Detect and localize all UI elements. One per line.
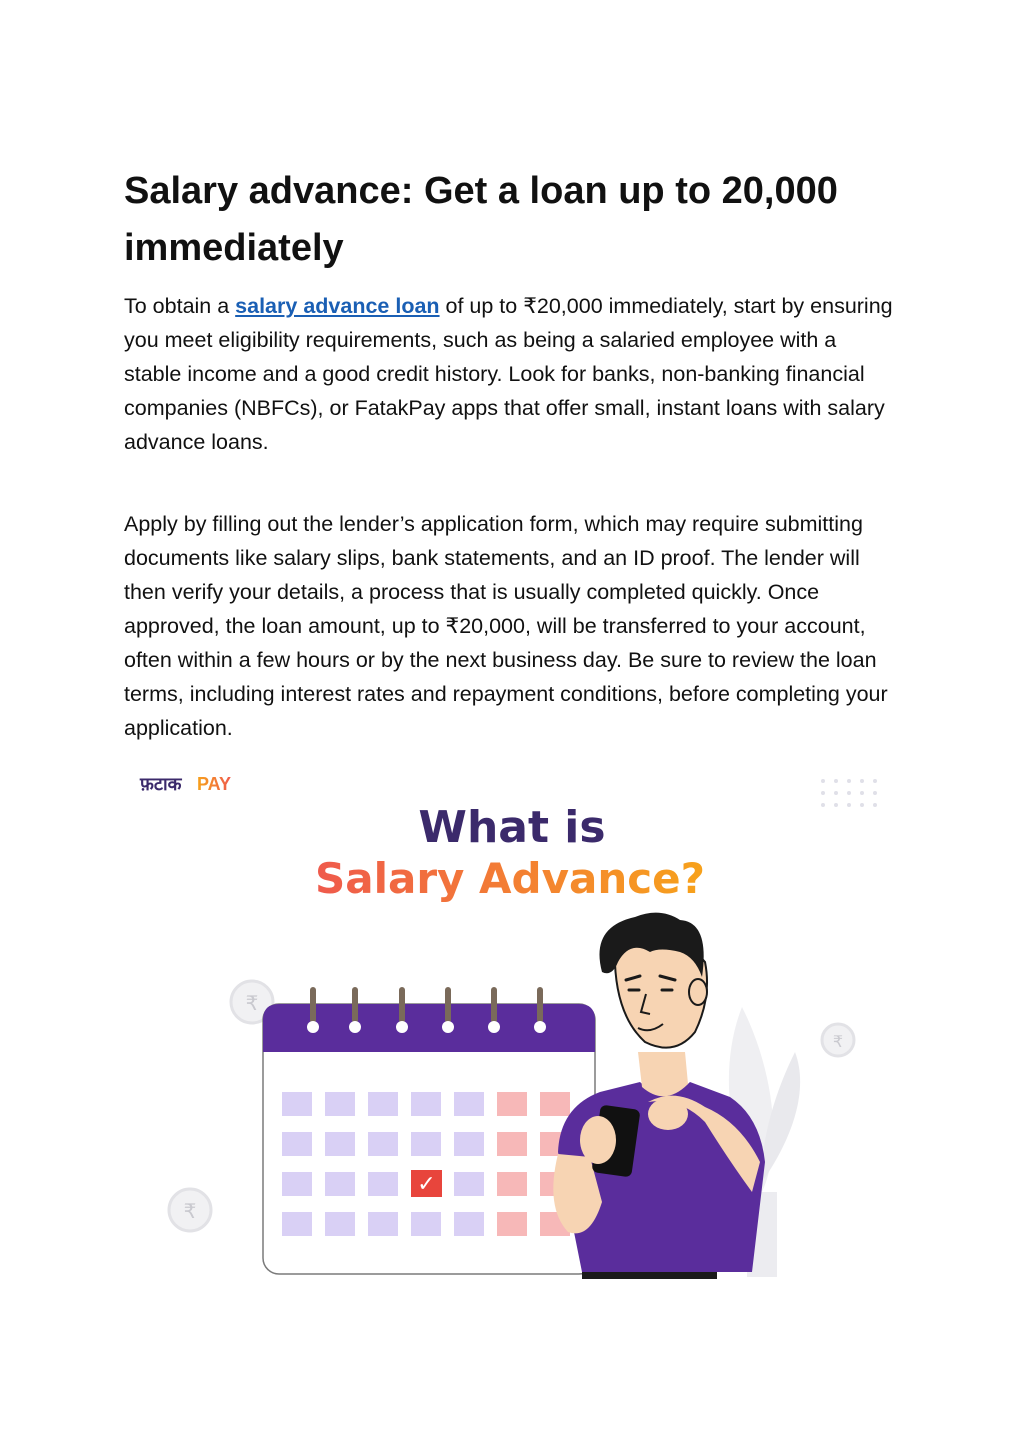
svg-text:₹: ₹ — [245, 991, 259, 1015]
logo-devanagari: फ़टाक — [140, 774, 182, 795]
salary-advance-illustration — [120, 762, 910, 1282]
figure-title-line-1: What is — [418, 802, 606, 853]
salary-advance-loan-link[interactable]: salary advance loan — [235, 294, 440, 318]
paragraph-apply: Apply by filling out the lender’s application form, which may require submitting documents like salary slips, bank statements, and an ID proof. The lender will then verify your details, a process that is usually completed quickly. Once approved, the loan amount, up to ₹20,000, will be transferred to your account, often within a few hours or by the next business day. Be sure to review the loan terms, including interest rates and repayment conditions, before completing your application. — [124, 512, 888, 740]
rupee-coin-icon — [822, 1024, 854, 1056]
checkmark-icon — [411, 1170, 442, 1197]
svg-text:₹: ₹ — [832, 1032, 844, 1051]
figure-title-line-2: Salary Advance? — [315, 854, 705, 903]
paragraph-intro — [124, 289, 899, 459]
fatakpay-logo — [139, 774, 231, 795]
page-title: Salary advance: Get a loan up to 20,000 immediately — [124, 170, 838, 269]
svg-text:✓: ✓ — [417, 1172, 436, 1197]
paragraph-intro-rest: of up to ₹20,000 immediately, start by ensuring you meet eligibility requirements, such as being a salaried employee with a stable income and a good credit history. Look for banks, non-banking financial companies (NBFCs), or FatakPay apps that offer small, instant loans with salary advance loans. — [124, 294, 893, 454]
rupee-coin-icon — [169, 1189, 211, 1231]
dots-decoration — [821, 779, 877, 807]
svg-text:₹: ₹ — [183, 1199, 197, 1223]
paragraph-intro-start: To obtain a — [124, 294, 236, 318]
logo-latin: PAY — [197, 774, 232, 794]
calendar-icon — [263, 990, 595, 1274]
